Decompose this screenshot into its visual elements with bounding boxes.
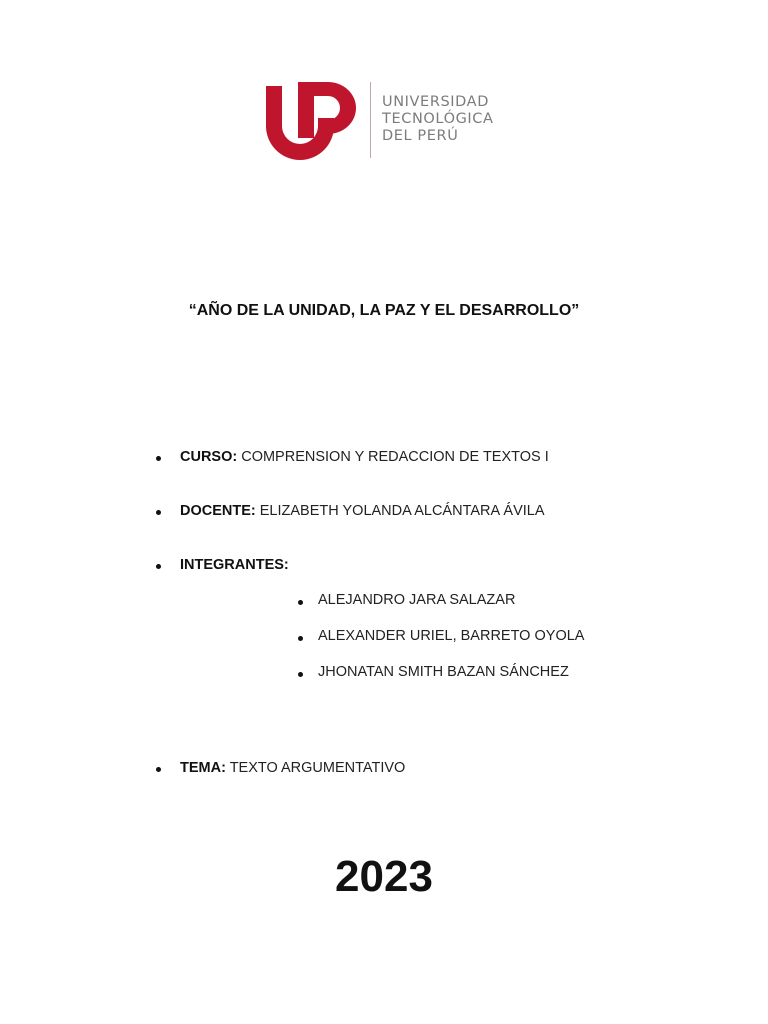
member-item: ALEXANDER URIEL, BARRETO OYOLA: [318, 628, 585, 644]
logo-divider: [370, 82, 371, 158]
curso-value: COMPRENSION Y REDACCION DE TEXTOS I: [237, 449, 549, 465]
tema-line: [180, 760, 405, 776]
integrantes-line: [180, 557, 289, 573]
year-heading: 2023: [335, 852, 433, 901]
docente-label: DOCENTE:: [180, 503, 256, 519]
member-item: JHONATAN SMITH BAZAN SÁNCHEZ: [318, 664, 569, 680]
integrantes-label: INTEGRANTES:: [180, 557, 289, 573]
curso-label: CURSO:: [180, 449, 238, 465]
bullet-icon: [298, 600, 303, 605]
bullet-icon: [298, 672, 303, 677]
docente-value: ELIZABETH YOLANDA ALCÁNTARA ÁVILA: [255, 503, 545, 519]
docente-line: [180, 503, 545, 519]
bullet-icon: [156, 767, 161, 772]
utp-logo: [264, 78, 514, 162]
bullet-icon: [156, 564, 161, 569]
tema-value: TEXTO ARGUMENTATIVO: [225, 760, 406, 776]
year-motto-title: “AÑO DE LA UNIDAD, LA PAZ Y EL DESARROLLO”: [188, 302, 580, 319]
bullet-icon: [298, 636, 303, 641]
tema-label: TEMA:: [180, 760, 226, 776]
member-item: ALEJANDRO JARA SALAZAR: [318, 592, 516, 608]
university-name: [382, 94, 494, 145]
utp-logo-mark-icon: [264, 78, 360, 162]
bullet-icon: [156, 456, 161, 461]
university-name-line3: DEL PERÚ: [382, 128, 459, 144]
curso-line: [180, 449, 549, 465]
university-name-line2: TECNOLÓGICA: [382, 111, 494, 127]
bullet-icon: [156, 510, 161, 515]
university-name-line1: UNIVERSIDAD: [382, 94, 489, 110]
